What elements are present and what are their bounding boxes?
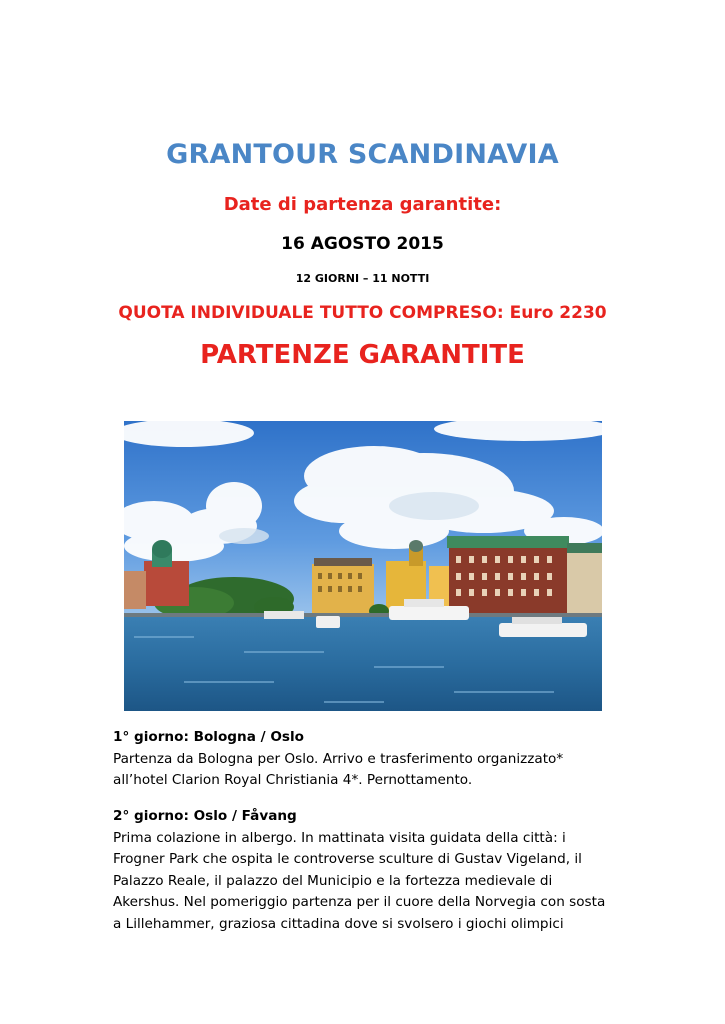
departure-dates-heading: Date di partenza garantite: (223, 194, 502, 215)
day-1-line: all’hotel Clarion Royal Christiania 4*. Pernottamento. (113, 772, 473, 788)
day-2-line: Palazzo Reale, il palazzo del Municipio e la fortezza medievale di (113, 872, 553, 889)
trip-duration: 12 GIORNI – 11 NOTTI (295, 272, 430, 285)
day-1-title: 1° giorno: Bologna / Oslo (113, 729, 304, 745)
departure-date: 16 AGOSTO 2015 (281, 234, 444, 254)
day-2-line: a Lillehammer, graziosa cittadina dove si svolsero i giochi olimpici (113, 915, 564, 932)
itinerary-day-2 (113, 806, 653, 935)
day-1-line: Partenza da Bologna per Oslo. Arrivo e trasferimento organizzato* (113, 750, 564, 767)
guaranteed-departures-heading: PARTENZE GARANTITE (200, 340, 525, 370)
day-2-line: Frogner Park che ospita le controverse sculture di Gustav Vigeland, il (113, 851, 582, 867)
price-line: QUOTA INDIVIDUALE TUTTO COMPRESO: Euro 2230 (118, 303, 607, 323)
stockholm-harbor-photo (124, 421, 602, 711)
day-2-line: Akershus. Nel pomeriggio partenza per il cuore della Norvegia con sosta (113, 894, 606, 910)
itinerary-day-1 (113, 727, 653, 792)
day-2-line: Prima colazione in albergo. In mattinata visita guidata della città: i (113, 829, 566, 846)
day-2-title: 2° giorno: Oslo / Fåvang (113, 808, 297, 824)
page-title: GRANTOUR SCANDINAVIA (166, 139, 559, 170)
